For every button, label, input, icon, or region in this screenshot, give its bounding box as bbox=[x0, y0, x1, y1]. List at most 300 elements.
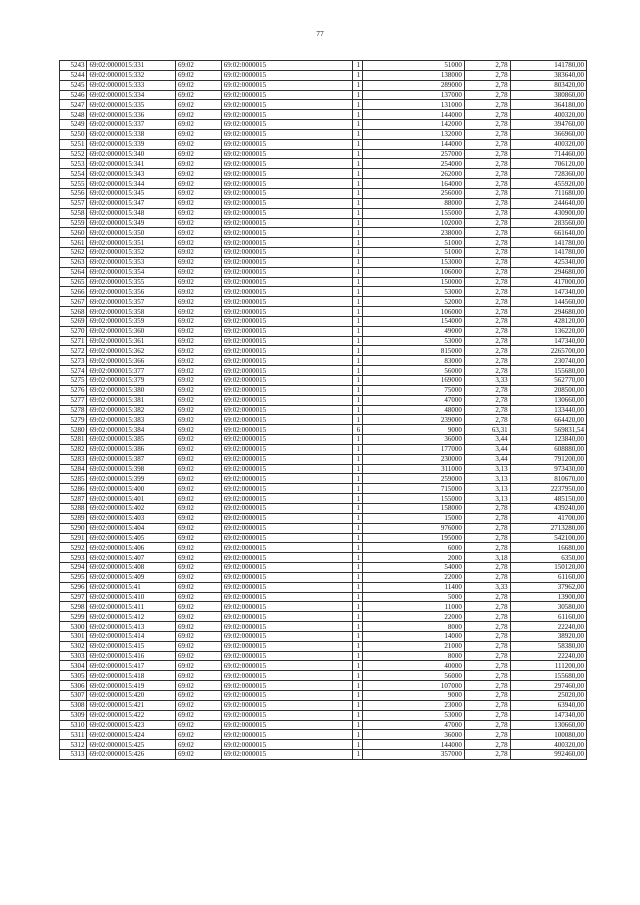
area-cell: 56000 bbox=[363, 366, 465, 376]
cadastral-number-cell: 69:02:0000015:344 bbox=[87, 179, 176, 189]
cadastral-value-cell: 366960,00 bbox=[510, 129, 586, 139]
district-code-cell: 69:02 bbox=[175, 129, 221, 139]
cadastral-value-cell: 141780,00 bbox=[510, 248, 586, 258]
cadastral-block-cell: 69:02:0000015 bbox=[221, 720, 352, 730]
cadastral-block-cell: 69:02:0000015 bbox=[221, 553, 352, 563]
cadastral-number-cell: 69:02:0000015:420 bbox=[87, 691, 176, 701]
cadastral-block-cell: 69:02:0000015 bbox=[221, 228, 352, 238]
cadastral-block-cell: 69:02:0000015 bbox=[221, 484, 352, 494]
specific-value-cell: 2,78 bbox=[464, 533, 510, 543]
cadastral-number-cell: 69:02:0000015:353 bbox=[87, 257, 176, 267]
table-row bbox=[60, 612, 587, 622]
specific-value-cell: 2,78 bbox=[464, 61, 510, 71]
row-number-cell: 5267 bbox=[60, 297, 87, 307]
row-number-cell: 5301 bbox=[60, 631, 87, 641]
cadastral-value-cell: 394760,00 bbox=[510, 120, 586, 130]
cadastral-block-cell: 69:02:0000015 bbox=[221, 651, 352, 661]
table-row bbox=[60, 474, 587, 484]
row-number-cell: 5291 bbox=[60, 533, 87, 543]
district-code-cell: 69:02 bbox=[175, 395, 221, 405]
row-number-cell: 5310 bbox=[60, 720, 87, 730]
area-cell: 15000 bbox=[363, 513, 465, 523]
cadastral-value-cell: 147340,00 bbox=[510, 710, 586, 720]
area-cell: 257000 bbox=[363, 149, 465, 159]
specific-value-cell: 3,33 bbox=[464, 582, 510, 592]
table-row bbox=[60, 188, 587, 198]
row-number-cell: 5303 bbox=[60, 651, 87, 661]
row-number-cell: 5249 bbox=[60, 120, 87, 130]
area-cell: 53000 bbox=[363, 336, 465, 346]
district-code-cell: 69:02 bbox=[175, 435, 221, 445]
table-row bbox=[60, 572, 587, 582]
cadastral-number-cell: 69:02:0000015:382 bbox=[87, 405, 176, 415]
cadastral-block-cell: 69:02:0000015 bbox=[221, 661, 352, 671]
cadastral-value-cell: 439240,00 bbox=[510, 503, 586, 513]
table-row bbox=[60, 169, 587, 179]
cadastral-block-cell: 69:02:0000015 bbox=[221, 267, 352, 277]
count-cell: 1 bbox=[352, 631, 362, 641]
district-code-cell: 69:02 bbox=[175, 681, 221, 691]
row-number-cell: 5259 bbox=[60, 218, 87, 228]
cadastral-number-cell: 69:02:0000015:362 bbox=[87, 346, 176, 356]
specific-value-cell: 2,78 bbox=[464, 80, 510, 90]
cadastral-number-cell: 69:02:0000015:402 bbox=[87, 503, 176, 513]
district-code-cell: 69:02 bbox=[175, 287, 221, 297]
cadastral-number-cell: 69:02:0000015:340 bbox=[87, 149, 176, 159]
cadastral-number-cell: 69:02:0000015:424 bbox=[87, 730, 176, 740]
cadastral-value-cell: 155680,00 bbox=[510, 366, 586, 376]
cadastral-block-cell: 69:02:0000015 bbox=[221, 120, 352, 130]
table-row bbox=[60, 730, 587, 740]
district-code-cell: 69:02 bbox=[175, 612, 221, 622]
row-number-cell: 5292 bbox=[60, 543, 87, 553]
table-row bbox=[60, 356, 587, 366]
cadastral-block-cell: 69:02:0000015 bbox=[221, 740, 352, 750]
row-number-cell: 5256 bbox=[60, 188, 87, 198]
row-number-cell: 5263 bbox=[60, 257, 87, 267]
cadastral-value-cell: 294680,00 bbox=[510, 307, 586, 317]
specific-value-cell: 2,78 bbox=[464, 700, 510, 710]
cadastral-block-cell: 69:02:0000015 bbox=[221, 356, 352, 366]
district-code-cell: 69:02 bbox=[175, 582, 221, 592]
count-cell: 1 bbox=[352, 198, 362, 208]
row-number-cell: 5306 bbox=[60, 681, 87, 691]
row-number-cell: 5294 bbox=[60, 563, 87, 573]
area-cell: 6000 bbox=[363, 543, 465, 553]
area-cell: 137000 bbox=[363, 90, 465, 100]
row-number-cell: 5287 bbox=[60, 494, 87, 504]
count-cell: 1 bbox=[352, 572, 362, 582]
cadastral-number-cell: 69:02:0000015:413 bbox=[87, 622, 176, 632]
cadastral-block-cell: 69:02:0000015 bbox=[221, 346, 352, 356]
row-number-cell: 5265 bbox=[60, 277, 87, 287]
cadastral-block-cell: 69:02:0000015 bbox=[221, 681, 352, 691]
row-number-cell: 5311 bbox=[60, 730, 87, 740]
cadastral-block-cell: 69:02:0000015 bbox=[221, 376, 352, 386]
cadastral-value-cell: 380860,00 bbox=[510, 90, 586, 100]
area-cell: 138000 bbox=[363, 70, 465, 80]
district-code-cell: 69:02 bbox=[175, 179, 221, 189]
cadastral-value-cell: 711680,00 bbox=[510, 188, 586, 198]
row-number-cell: 5243 bbox=[60, 61, 87, 71]
count-cell: 1 bbox=[352, 592, 362, 602]
cadastral-value-cell: 791200,00 bbox=[510, 454, 586, 464]
district-code-cell: 69:02 bbox=[175, 454, 221, 464]
specific-value-cell: 2,78 bbox=[464, 710, 510, 720]
table-row bbox=[60, 277, 587, 287]
cadastral-block-cell: 69:02:0000015 bbox=[221, 671, 352, 681]
count-cell: 1 bbox=[352, 218, 362, 228]
count-cell: 1 bbox=[352, 120, 362, 130]
district-code-cell: 69:02 bbox=[175, 238, 221, 248]
row-number-cell: 5269 bbox=[60, 316, 87, 326]
table-row bbox=[60, 129, 587, 139]
cadastral-value-cell: 22240,00 bbox=[510, 651, 586, 661]
cadastral-number-cell: 69:02:0000015:408 bbox=[87, 563, 176, 573]
area-cell: 311000 bbox=[363, 464, 465, 474]
specific-value-cell: 2,78 bbox=[464, 326, 510, 336]
cadastral-value-cell: 58380,00 bbox=[510, 641, 586, 651]
table-row bbox=[60, 179, 587, 189]
count-cell: 1 bbox=[352, 316, 362, 326]
district-code-cell: 69:02 bbox=[175, 277, 221, 287]
district-code-cell: 69:02 bbox=[175, 100, 221, 110]
cadastral-number-cell: 69:02:0000015:345 bbox=[87, 188, 176, 198]
area-cell: 107000 bbox=[363, 681, 465, 691]
table-row bbox=[60, 691, 587, 701]
cadastral-block-cell: 69:02:0000015 bbox=[221, 710, 352, 720]
row-number-cell: 5299 bbox=[60, 612, 87, 622]
cadastral-number-cell: 69:02:0000015:351 bbox=[87, 238, 176, 248]
count-cell: 1 bbox=[352, 110, 362, 120]
table-row bbox=[60, 700, 587, 710]
cadastral-number-cell: 69:02:0000015:361 bbox=[87, 336, 176, 346]
specific-value-cell: 3,44 bbox=[464, 454, 510, 464]
specific-value-cell: 2,78 bbox=[464, 346, 510, 356]
specific-value-cell: 2,78 bbox=[464, 139, 510, 149]
table-row bbox=[60, 287, 587, 297]
cadastral-value-cell: 803420,00 bbox=[510, 80, 586, 90]
count-cell: 1 bbox=[352, 366, 362, 376]
cadastral-value-cell: 208500,00 bbox=[510, 385, 586, 395]
district-code-cell: 69:02 bbox=[175, 691, 221, 701]
cadastral-block-cell: 69:02:0000015 bbox=[221, 513, 352, 523]
cadastral-number-cell: 69:02:0000015:403 bbox=[87, 513, 176, 523]
count-cell: 1 bbox=[352, 681, 362, 691]
specific-value-cell: 2,78 bbox=[464, 120, 510, 130]
cadastral-value-cell: 455920,00 bbox=[510, 179, 586, 189]
table-row bbox=[60, 297, 587, 307]
cadastral-number-cell: 69:02:0000015:412 bbox=[87, 612, 176, 622]
row-number-cell: 5284 bbox=[60, 464, 87, 474]
area-cell: 150000 bbox=[363, 277, 465, 287]
table-row bbox=[60, 198, 587, 208]
table-row bbox=[60, 208, 587, 218]
row-number-cell: 5247 bbox=[60, 100, 87, 110]
count-cell: 1 bbox=[352, 435, 362, 445]
area-cell: 23000 bbox=[363, 700, 465, 710]
cadastral-number-cell: 69:02:0000015:350 bbox=[87, 228, 176, 238]
cadastral-number-cell: 69:02:0000015:383 bbox=[87, 415, 176, 425]
specific-value-cell: 2,78 bbox=[464, 336, 510, 346]
district-code-cell: 69:02 bbox=[175, 641, 221, 651]
cadastral-block-cell: 69:02:0000015 bbox=[221, 435, 352, 445]
specific-value-cell: 2,78 bbox=[464, 395, 510, 405]
row-number-cell: 5282 bbox=[60, 444, 87, 454]
district-code-cell: 69:02 bbox=[175, 366, 221, 376]
area-cell: 155000 bbox=[363, 494, 465, 504]
row-number-cell: 5258 bbox=[60, 208, 87, 218]
table-row bbox=[60, 533, 587, 543]
table-row bbox=[60, 238, 587, 248]
row-number-cell: 5270 bbox=[60, 326, 87, 336]
table-row bbox=[60, 159, 587, 169]
area-cell: 53000 bbox=[363, 710, 465, 720]
specific-value-cell: 2,78 bbox=[464, 356, 510, 366]
specific-value-cell: 3,13 bbox=[464, 494, 510, 504]
specific-value-cell: 2,78 bbox=[464, 248, 510, 258]
specific-value-cell: 2,78 bbox=[464, 523, 510, 533]
cadastral-block-cell: 69:02:0000015 bbox=[221, 543, 352, 553]
cadastral-number-cell: 69:02:0000015:349 bbox=[87, 218, 176, 228]
cadastral-number-cell: 69:02:0000015:418 bbox=[87, 671, 176, 681]
cadastral-number-cell: 69:02:0000015:347 bbox=[87, 198, 176, 208]
cadastral-block-cell: 69:02:0000015 bbox=[221, 494, 352, 504]
cadastral-number-cell: 69:02:0000015:411 bbox=[87, 602, 176, 612]
cadastral-value-cell: 150120,00 bbox=[510, 563, 586, 573]
cadastral-number-cell: 69:02:0000015:400 bbox=[87, 484, 176, 494]
cadastral-value-cell: 425340,00 bbox=[510, 257, 586, 267]
cadastral-number-cell: 69:02:0000015:386 bbox=[87, 444, 176, 454]
count-cell: 1 bbox=[352, 533, 362, 543]
cadastral-number-cell: 69:02:0000015:331 bbox=[87, 61, 176, 71]
district-code-cell: 69:02 bbox=[175, 671, 221, 681]
cadastral-block-cell: 69:02:0000015 bbox=[221, 572, 352, 582]
area-cell: 256000 bbox=[363, 188, 465, 198]
table-row bbox=[60, 681, 587, 691]
specific-value-cell: 2,78 bbox=[464, 149, 510, 159]
count-cell: 1 bbox=[352, 346, 362, 356]
specific-value-cell: 2,78 bbox=[464, 159, 510, 169]
cadastral-value-cell: 428120,00 bbox=[510, 316, 586, 326]
area-cell: 40000 bbox=[363, 661, 465, 671]
table-row bbox=[60, 415, 587, 425]
cadastral-number-cell: 69:02:0000015:405 bbox=[87, 533, 176, 543]
cadastral-block-cell: 69:02:0000015 bbox=[221, 750, 352, 760]
cadastral-block-cell: 69:02:0000015 bbox=[221, 622, 352, 632]
district-code-cell: 69:02 bbox=[175, 602, 221, 612]
specific-value-cell: 2,78 bbox=[464, 405, 510, 415]
district-code-cell: 69:02 bbox=[175, 533, 221, 543]
row-number-cell: 5266 bbox=[60, 287, 87, 297]
row-number-cell: 5280 bbox=[60, 425, 87, 435]
cadastral-value-cell: 133440,00 bbox=[510, 405, 586, 415]
table-row bbox=[60, 90, 587, 100]
district-code-cell: 69:02 bbox=[175, 494, 221, 504]
table-row bbox=[60, 257, 587, 267]
cadastral-number-cell: 69:02:0000015:335 bbox=[87, 100, 176, 110]
cadastral-number-cell: 69:02:0000015:387 bbox=[87, 454, 176, 464]
district-code-cell: 69:02 bbox=[175, 188, 221, 198]
specific-value-cell: 2,78 bbox=[464, 277, 510, 287]
district-code-cell: 69:02 bbox=[175, 415, 221, 425]
specific-value-cell: 2,78 bbox=[464, 297, 510, 307]
cadastral-number-cell: 69:02:0000015:381 bbox=[87, 395, 176, 405]
count-cell: 1 bbox=[352, 641, 362, 651]
row-number-cell: 5260 bbox=[60, 228, 87, 238]
count-cell: 1 bbox=[352, 169, 362, 179]
area-cell: 155000 bbox=[363, 208, 465, 218]
area-cell: 2000 bbox=[363, 553, 465, 563]
cadastral-block-cell: 69:02:0000015 bbox=[221, 307, 352, 317]
cadastral-value-cell: 6350,00 bbox=[510, 553, 586, 563]
row-number-cell: 5313 bbox=[60, 750, 87, 760]
cadastral-number-cell: 69:02:0000015:380 bbox=[87, 385, 176, 395]
district-code-cell: 69:02 bbox=[175, 740, 221, 750]
cadastral-block-cell: 69:02:0000015 bbox=[221, 188, 352, 198]
table-row bbox=[60, 592, 587, 602]
area-cell: 21000 bbox=[363, 641, 465, 651]
district-code-cell: 69:02 bbox=[175, 631, 221, 641]
count-cell: 1 bbox=[352, 661, 362, 671]
row-number-cell: 5309 bbox=[60, 710, 87, 720]
row-number-cell: 5276 bbox=[60, 385, 87, 395]
cadastral-block-cell: 69:02:0000015 bbox=[221, 454, 352, 464]
area-cell: 132000 bbox=[363, 129, 465, 139]
cadastral-number-cell: 69:02:0000015:398 bbox=[87, 464, 176, 474]
cadastral-block-cell: 69:02:0000015 bbox=[221, 503, 352, 513]
count-cell: 1 bbox=[352, 395, 362, 405]
cadastral-block-cell: 69:02:0000015 bbox=[221, 129, 352, 139]
area-cell: 51000 bbox=[363, 238, 465, 248]
table-row bbox=[60, 543, 587, 553]
cadastral-block-cell: 69:02:0000015 bbox=[221, 631, 352, 641]
cadastral-number-cell: 69:02:0000015:417 bbox=[87, 661, 176, 671]
row-number-cell: 5293 bbox=[60, 553, 87, 563]
cadastral-value-cell: 569831,54 bbox=[510, 425, 586, 435]
cadastral-block-cell: 69:02:0000015 bbox=[221, 602, 352, 612]
district-code-cell: 69:02 bbox=[175, 248, 221, 258]
district-code-cell: 69:02 bbox=[175, 553, 221, 563]
cadastral-block-cell: 69:02:0000015 bbox=[221, 336, 352, 346]
count-cell: 1 bbox=[352, 61, 362, 71]
area-cell: 142000 bbox=[363, 120, 465, 130]
count-cell: 1 bbox=[352, 179, 362, 189]
table-row bbox=[60, 494, 587, 504]
count-cell: 1 bbox=[352, 356, 362, 366]
district-code-cell: 69:02 bbox=[175, 710, 221, 720]
specific-value-cell: 2,78 bbox=[464, 169, 510, 179]
table-row bbox=[60, 326, 587, 336]
cadastral-number-cell: 69:02:0000015:399 bbox=[87, 474, 176, 484]
district-code-cell: 69:02 bbox=[175, 110, 221, 120]
cadastral-value-cell: 485150,00 bbox=[510, 494, 586, 504]
row-number-cell: 5298 bbox=[60, 602, 87, 612]
cadastral-number-cell: 69:02:0000015:355 bbox=[87, 277, 176, 287]
cadastral-number-cell: 69:02:0000015:401 bbox=[87, 494, 176, 504]
cadastral-value-cell: 400320,00 bbox=[510, 139, 586, 149]
specific-value-cell: 2,78 bbox=[464, 622, 510, 632]
cadastral-block-cell: 69:02:0000015 bbox=[221, 385, 352, 395]
table-row bbox=[60, 376, 587, 386]
row-number-cell: 5286 bbox=[60, 484, 87, 494]
specific-value-cell: 2,78 bbox=[464, 720, 510, 730]
cadastral-value-cell: 13900,00 bbox=[510, 592, 586, 602]
cadastral-value-cell: 244640,00 bbox=[510, 198, 586, 208]
district-code-cell: 69:02 bbox=[175, 385, 221, 395]
cadastral-value-cell: 100080,00 bbox=[510, 730, 586, 740]
count-cell: 1 bbox=[352, 720, 362, 730]
cadastral-number-cell: 69:02:0000015:338 bbox=[87, 129, 176, 139]
count-cell: 1 bbox=[352, 563, 362, 573]
cadastral-block-cell: 69:02:0000015 bbox=[221, 563, 352, 573]
specific-value-cell: 2,78 bbox=[464, 316, 510, 326]
row-number-cell: 5246 bbox=[60, 90, 87, 100]
row-number-cell: 5244 bbox=[60, 70, 87, 80]
district-code-cell: 69:02 bbox=[175, 336, 221, 346]
row-number-cell: 5279 bbox=[60, 415, 87, 425]
table-row bbox=[60, 622, 587, 632]
count-cell: 1 bbox=[352, 149, 362, 159]
cadastral-value-cell: 61160,00 bbox=[510, 572, 586, 582]
district-code-cell: 69:02 bbox=[175, 257, 221, 267]
cadastral-number-cell: 69:02:0000015:41 bbox=[87, 582, 176, 592]
table-row bbox=[60, 346, 587, 356]
row-number-cell: 5262 bbox=[60, 248, 87, 258]
count-cell: 1 bbox=[352, 277, 362, 287]
cadastral-number-cell: 69:02:0000015:410 bbox=[87, 592, 176, 602]
count-cell: 1 bbox=[352, 444, 362, 454]
cadastral-block-cell: 69:02:0000015 bbox=[221, 169, 352, 179]
district-code-cell: 69:02 bbox=[175, 750, 221, 760]
cadastral-number-cell: 69:02:0000015:337 bbox=[87, 120, 176, 130]
cadastral-number-cell: 69:02:0000015:366 bbox=[87, 356, 176, 366]
cadastral-value-cell: 30580,00 bbox=[510, 602, 586, 612]
cadastral-value-cell: 144560,00 bbox=[510, 297, 586, 307]
cadastral-block-cell: 69:02:0000015 bbox=[221, 110, 352, 120]
specific-value-cell: 2,78 bbox=[464, 287, 510, 297]
district-code-cell: 69:02 bbox=[175, 159, 221, 169]
area-cell: 48000 bbox=[363, 405, 465, 415]
table-row bbox=[60, 720, 587, 730]
count-cell: 1 bbox=[352, 129, 362, 139]
row-number-cell: 5289 bbox=[60, 513, 87, 523]
row-number-cell: 5273 bbox=[60, 356, 87, 366]
count-cell: 1 bbox=[352, 159, 362, 169]
area-cell: 14000 bbox=[363, 631, 465, 641]
cadastral-value-cell: 664420,00 bbox=[510, 415, 586, 425]
table-row bbox=[60, 740, 587, 750]
cadastral-number-cell: 69:02:0000015:419 bbox=[87, 681, 176, 691]
area-cell: 158000 bbox=[363, 503, 465, 513]
area-cell: 144000 bbox=[363, 110, 465, 120]
cadastral-value-cell: 230740,00 bbox=[510, 356, 586, 366]
district-code-cell: 69:02 bbox=[175, 444, 221, 454]
table-row bbox=[60, 641, 587, 651]
row-number-cell: 5251 bbox=[60, 139, 87, 149]
specific-value-cell: 2,78 bbox=[464, 208, 510, 218]
cadastral-block-cell: 69:02:0000015 bbox=[221, 395, 352, 405]
cadastral-block-cell: 69:02:0000015 bbox=[221, 523, 352, 533]
count-cell: 1 bbox=[352, 553, 362, 563]
table-row bbox=[60, 523, 587, 533]
cadastral-block-cell: 69:02:0000015 bbox=[221, 277, 352, 287]
count-cell: 1 bbox=[352, 297, 362, 307]
area-cell: 47000 bbox=[363, 720, 465, 730]
cadastral-number-cell: 69:02:0000015:332 bbox=[87, 70, 176, 80]
cadastral-number-cell: 69:02:0000015:414 bbox=[87, 631, 176, 641]
row-number-cell: 5304 bbox=[60, 661, 87, 671]
